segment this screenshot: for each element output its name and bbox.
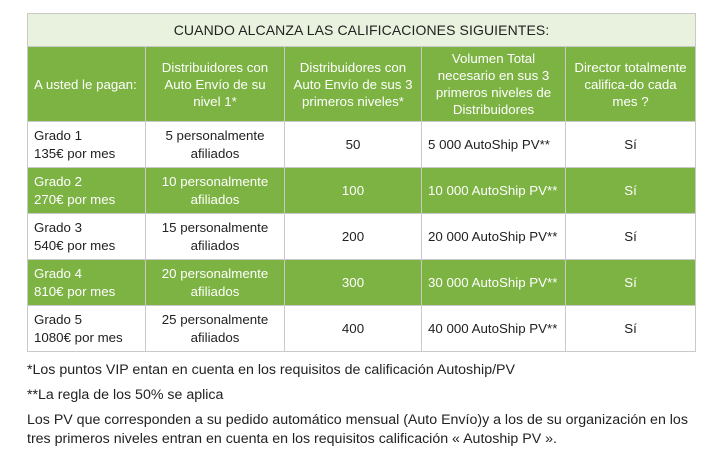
volume-cell: 40 000 AutoShip PV** (422, 306, 566, 352)
grade-label: Grado 1 (34, 127, 83, 143)
levels3-cell: 200 (285, 214, 422, 260)
header-pay: A usted le pagan: (28, 47, 146, 122)
director-cell: Sí (566, 214, 696, 260)
footnote-vip: *Los puntos VIP entan en cuenta en los requisitos de calificación Autoship/PV (27, 362, 515, 378)
levels3-cell: 100 (285, 168, 422, 214)
table-row (28, 168, 696, 214)
director-cell: Sí (566, 168, 696, 214)
header-level1: Distribuidores con Auto Envío de su nivel 1* (146, 47, 285, 122)
header-director: Director totalmente califica-do cada mes ? (566, 47, 696, 122)
grade-label: Grado 2 (34, 173, 83, 189)
grade-label: Grado 3 (34, 219, 83, 235)
footnote-pv: Los PV que corresponden a su pedido automático mensual (Auto Envío)y a los de su organización en los tres primeros niveles entran en cuenta en los requisitos calificación « Autoship PV ». (27, 412, 688, 447)
header-volume: Volumen Total necesario en sus 3 primeros niveles de Distribuidores (422, 47, 566, 122)
level1-cell: 10 personalmente afiliados (146, 168, 285, 214)
director-cell: Sí (566, 260, 696, 306)
grade-cell (28, 260, 146, 306)
header-row (28, 47, 696, 122)
level1-cell: 25 personalmente afiliados (146, 306, 285, 352)
levels3-cell: 300 (285, 260, 422, 306)
volume-cell: 5 000 AutoShip PV** (422, 122, 566, 168)
table-row (28, 214, 696, 260)
grade-pay: 810€ por mes (34, 283, 116, 299)
table-title: CUANDO ALCANZA LAS CALIFICACIONES SIGUIENTES: (28, 14, 696, 47)
grade-cell (28, 214, 146, 260)
grade-pay: 135€ por mes (34, 145, 116, 161)
table-row (28, 260, 696, 306)
footnote-rule: **La regla de los 50% se aplica (27, 387, 224, 403)
grade-pay: 1080€ por mes (34, 329, 123, 345)
qualification-table-container (27, 13, 695, 352)
table-row (28, 306, 696, 352)
footnotes (27, 361, 707, 449)
levels3-cell: 400 (285, 306, 422, 352)
grade-cell (28, 306, 146, 352)
grade-label: Grado 5 (34, 311, 83, 327)
grade-label: Grado 4 (34, 265, 83, 281)
grade-cell (28, 122, 146, 168)
level1-cell: 20 personalmente afiliados (146, 260, 285, 306)
levels3-cell: 50 (285, 122, 422, 168)
qualification-table (27, 13, 696, 352)
grade-pay: 540€ por mes (34, 237, 116, 253)
table-row (28, 122, 696, 168)
level1-cell: 15 personalmente afiliados (146, 214, 285, 260)
grade-pay: 270€ por mes (34, 191, 116, 207)
volume-cell: 10 000 AutoShip PV** (422, 168, 566, 214)
volume-cell: 30 000 AutoShip PV** (422, 260, 566, 306)
director-cell: Sí (566, 122, 696, 168)
level1-cell: 5 personalmente afiliados (146, 122, 285, 168)
volume-cell: 20 000 AutoShip PV** (422, 214, 566, 260)
grade-cell (28, 168, 146, 214)
director-cell: Sí (566, 306, 696, 352)
header-levels3: Distribuidores con Auto Envío de sus 3 primeros niveles* (285, 47, 422, 122)
